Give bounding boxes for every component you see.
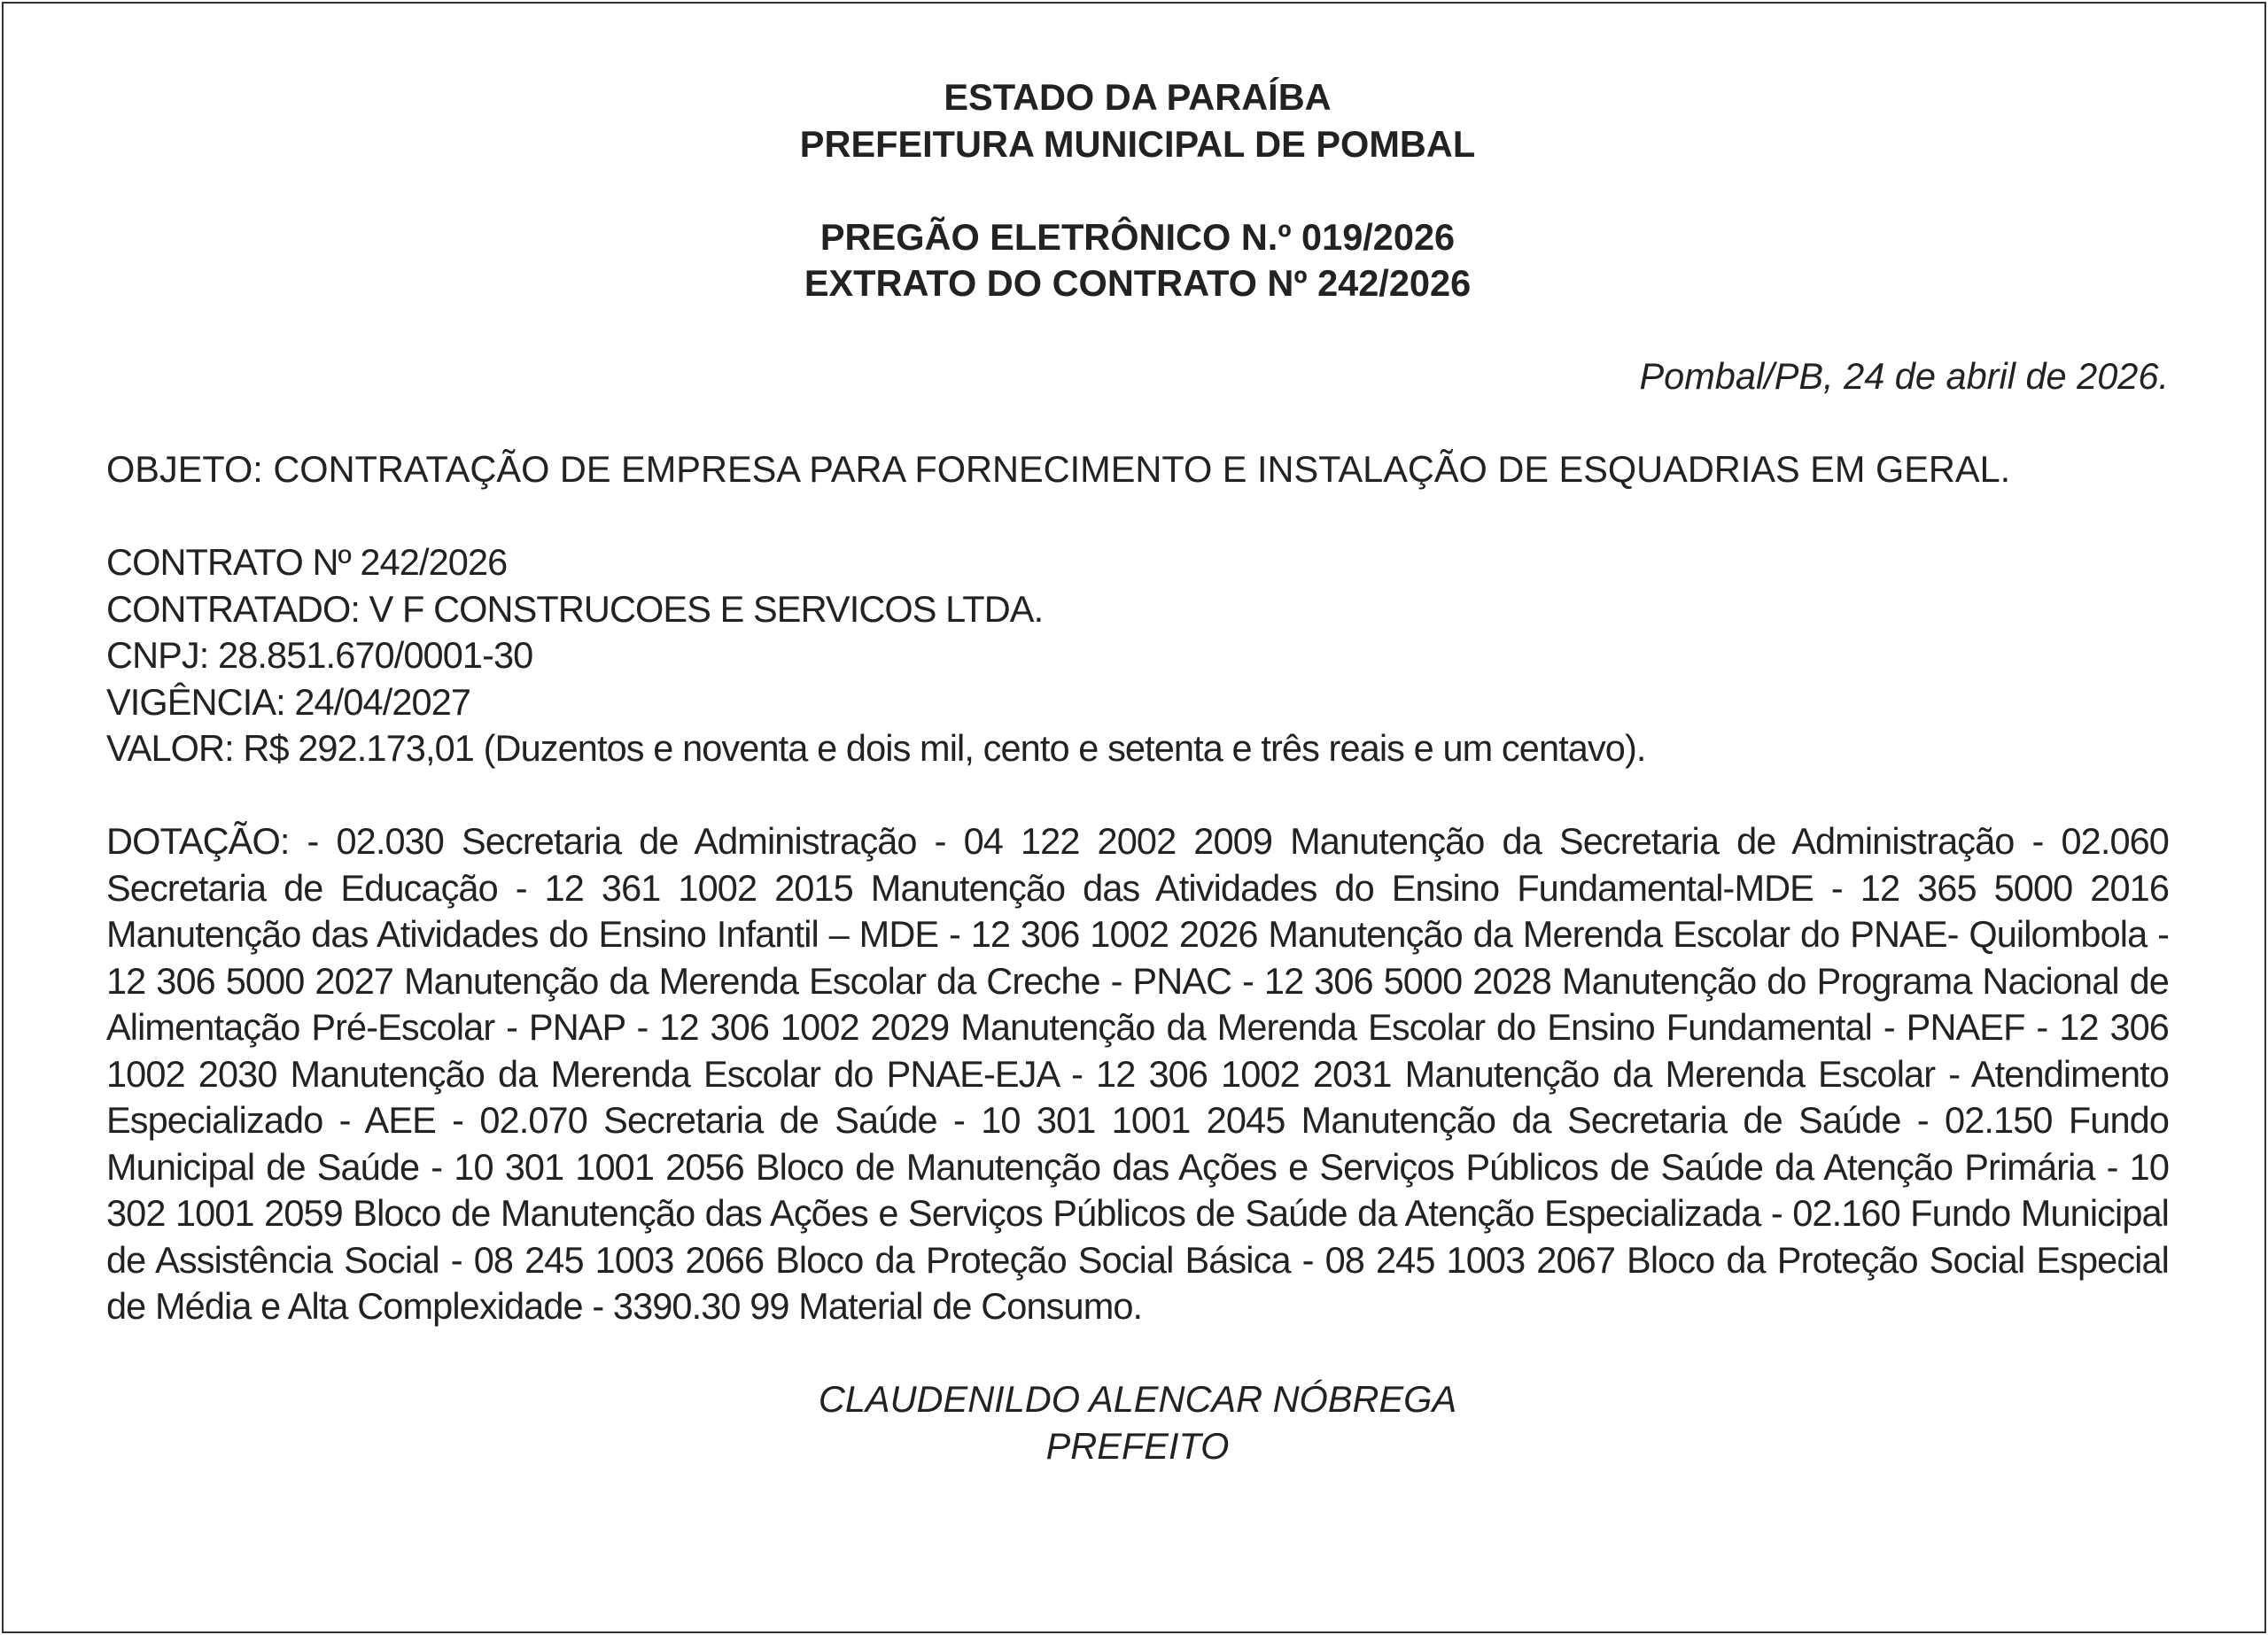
title-block — [106, 214, 2169, 307]
spacer — [106, 400, 2169, 447]
contract-value: VALOR: R$ 292.173,01 (Duzentos e noventa e dois mil, cento e setenta e três reais e um centavo). — [106, 727, 1646, 769]
objeto-paragraph: OBJETO: CONTRATAÇÃO DE EMPRESA PARA FORNECIMENTO E INSTALAÇÃO DE ESQUADRIAS EM GERAL. — [106, 448, 2011, 490]
signatory-title: PREFEITO — [1045, 1424, 1230, 1467]
spacer — [106, 307, 2169, 354]
cnpj: CNPJ: 28.851.670/0001-30 — [106, 634, 533, 676]
extract-title: EXTRATO DO CONTRATO Nº 242/2026 — [804, 262, 1472, 304]
header-block — [106, 74, 2169, 167]
state-name: ESTADO DA PARAÍBA — [944, 76, 1332, 118]
signatory-name: CLAUDENILDO ALENCAR NÓBREGA — [818, 1378, 1457, 1420]
procurement-title: PREGÃO ELETRÔNICO N.º 019/2026 — [819, 215, 1456, 258]
signature-block — [106, 1376, 2169, 1469]
spacer — [106, 772, 2169, 819]
spacer — [106, 167, 2169, 214]
contract-details — [106, 539, 2169, 772]
contract-number: CONTRATO Nº 242/2026 — [106, 541, 508, 583]
dotacao-paragraph: DOTAÇÃO: - 02.030 Secretaria de Administração - 04 122 2002 2009 Manutenção da Secretaria de Administração - 02.060 Secretaria de Educação - 12 361 1002 2015 Manutenção das Atividades do Ensino Fundamental-MDE - 12 365 5000 2016 Manutenção das Atividades do Ensino Infantil – MDE - 12 306 1002 2026 Manutenção da Merenda Escolar do PNAE- Quilombola - 12 306 5000 2027 Manutenção da Merenda Escolar da Creche - PNAC - 12 306 5000 2028 Manutenção do Programa Nacional de Alimentação Pré-Escolar - PNAP - 12 306 1002 2029 Manutenção da Merenda Escolar do Ensino Fundamental - PNAEF - 12 306 1002 2030 Manutenção da Merenda Escolar do PNAE-EJA - 12 306 1002 2031 Manutenção da Merenda Escolar - Atendimento Especializado - AEE - 02.070 Secretaria de Saúde - 10 301 1001 2045 Manutenção da Secretaria de Saúde - 02.150 Fundo Municipal de Saúde - 10 301 1001 2056 Bloco de Manutenção das Ações e Serviços Públicos de Saúde da Atenção Primária - 10 302 1001 2059 Bloco de Manutenção das Ações e Serviços Públicos de Saúde da Atenção Especializada - 02.160 Fundo Municipal de Assistência Social - 08 245 1003 2066 Bloco da Proteção Social Básica - 08 245 1003 2067 Bloco da Proteção Social Especial de Média e Alta Complexidade - 3390.30 99 Material de Consumo. — [106, 820, 2169, 1327]
municipality-name: PREFEITURA MUNICIPAL DE POMBAL — [799, 122, 1476, 165]
spacer — [106, 493, 2169, 540]
contractor: CONTRATADO: V F CONSTRUCOES E SERVICOS LTDA. — [106, 587, 1044, 630]
date-line: Pombal/PB, 24 de abril de 2026. — [1639, 355, 2169, 397]
document-frame — [2, 2, 2266, 1633]
spacer — [106, 1330, 2169, 1377]
document-content — [106, 74, 2169, 1469]
validity: VIGÊNCIA: 24/04/2027 — [106, 680, 471, 723]
